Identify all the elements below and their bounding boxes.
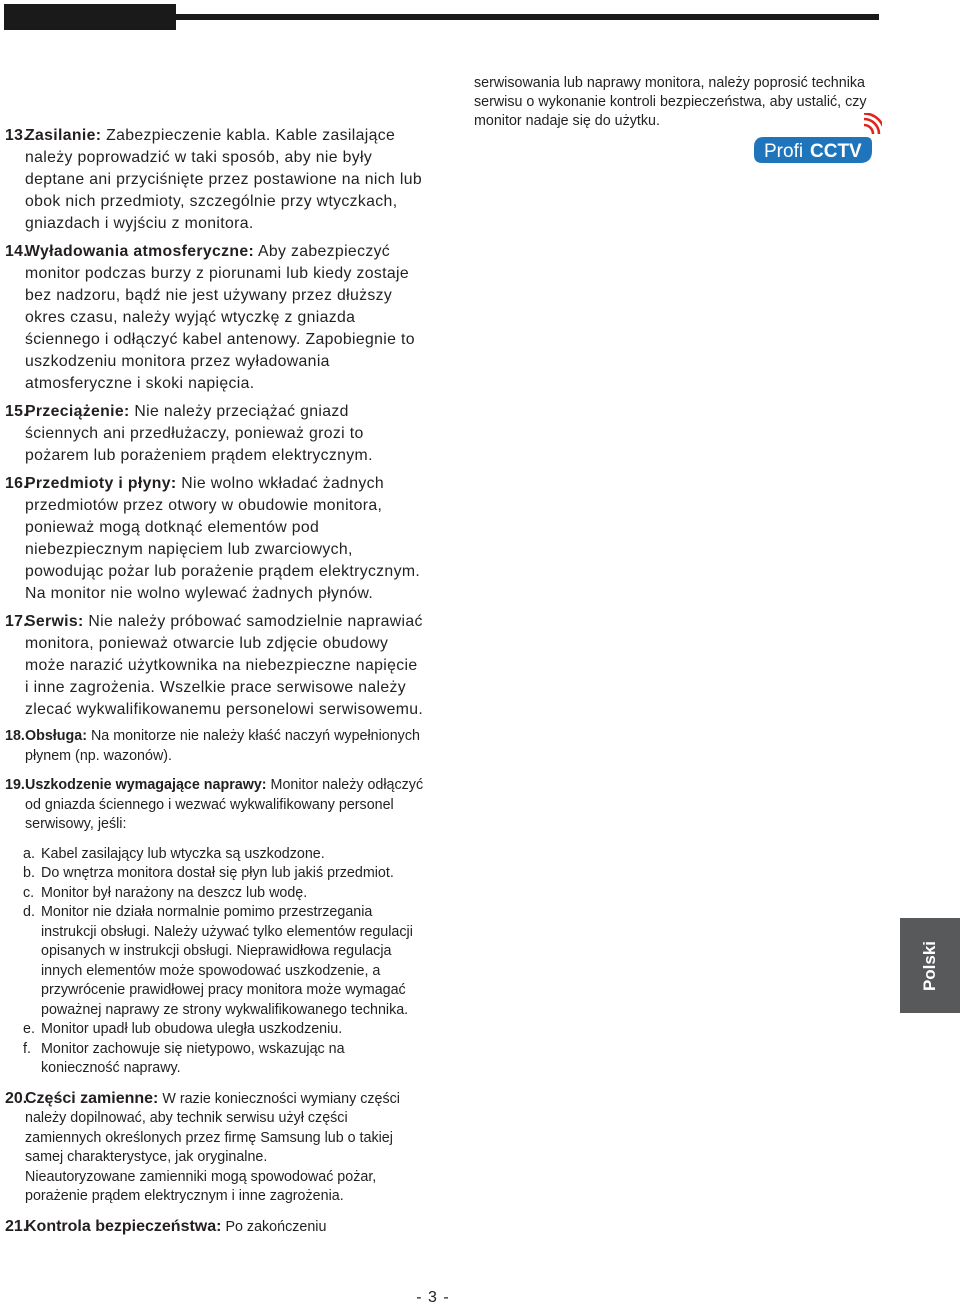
item-number: 21. bbox=[5, 1217, 28, 1235]
item-19 bbox=[5, 776, 425, 835]
item-number: 16. bbox=[5, 475, 29, 492]
item-warning: Nieautoryzowane zamienniki mogą spowodować pożar, porażenie prądem elektrycznym i inne zagrożenia. bbox=[25, 1168, 377, 1204]
proficctv-logo bbox=[752, 113, 882, 173]
item-number: 14. bbox=[5, 243, 29, 260]
item-14 bbox=[5, 241, 425, 395]
item-heading: Uszkodzenie wymagające naprawy: bbox=[25, 777, 267, 793]
item-15 bbox=[5, 401, 425, 467]
item-number: 13. bbox=[5, 127, 29, 144]
item-text: Zabezpieczenie kabla. Kable zasilające należy poprowadzić w taki sposób, aby nie były deptane ani przyciśnięte przez postawione na nich lub obok nich przedmioty, szczególnie przy wtyczkach, gniazdach i wyjściu z monitora. bbox=[25, 127, 423, 232]
logo-text-profi: Profi bbox=[764, 141, 804, 162]
item-number: 17. bbox=[5, 613, 29, 630]
item-20 bbox=[5, 1089, 425, 1207]
item-text: Na monitorze nie należy kłaść naczyń wypełnionych płynem (np. wazonów). bbox=[25, 728, 420, 764]
sub-letter: e. bbox=[23, 1021, 35, 1037]
sub-letter: c. bbox=[23, 884, 35, 901]
sub-letter: b. bbox=[23, 865, 35, 881]
sub-letter: a. bbox=[23, 845, 35, 862]
sub-text: Monitor upadł lub obudowa uległa uszkodzeniu. bbox=[41, 1021, 343, 1037]
sub-item bbox=[23, 1020, 425, 1040]
sub-item bbox=[23, 1040, 425, 1079]
item-heading: Obsługa: bbox=[25, 728, 87, 744]
item-text: Aby zabezpieczyć monitor podczas burzy z piorunami lub kiedy zostaje bez nadzoru, bądź nie jest używany przez dłuższy okres czasu, należy wyjąć wtyczkę z gniazda ściennego i odłączyć kabel antenowy. Zapobiegnie to uszkodzeniu monitora przez wyładowania atmosferyczne i skoki napięcia. bbox=[25, 243, 415, 392]
item-text: Nie należy próbować samodzielnie naprawiać monitora, ponieważ otwarcie lub zdjęcie obudowy może narazić użytkownika na niebezpieczne napięcie i inne zagrożenia. Wszelkie prace serwisowe należy zlecać wykwalifikowanemu personelowi serwisowemu. bbox=[25, 613, 424, 718]
sub-item bbox=[23, 884, 425, 904]
item-18 bbox=[5, 727, 425, 766]
item-heading: Części zamienne: bbox=[25, 1089, 159, 1107]
sub-text: Monitor nie działa normalnie pomimo przestrzegania instrukcji obsługi. Należy używać tylko elementów regulacji opisanych w instrukcji obsługi. Nieprawidłowa regulacja innych elementów może spowodować uszkodzenie, a przywrócenie prawidłowej pracy monitora może wymagać poważnej naprawy ze strony wykwalifikowanego technika. bbox=[41, 904, 413, 1018]
item-17 bbox=[5, 611, 425, 721]
header-bar-thick bbox=[4, 4, 176, 30]
sub-text: Do wnętrza monitora dostał się płyn lub jakiś przedmiot. bbox=[41, 865, 394, 881]
item-heading: Serwis: bbox=[25, 613, 84, 630]
item-number: 19. bbox=[5, 777, 25, 793]
right-column-text: serwisowania lub naprawy monitora, należy poprosić technika serwisu o wykonanie kontroli bezpieczeństwa, aby ustalić, czy monitor nadaje się do użytku. bbox=[474, 75, 867, 129]
page-number: - 3 - bbox=[416, 1289, 450, 1306]
wireless-waves-icon bbox=[864, 114, 882, 135]
sub-item bbox=[23, 845, 425, 865]
item-text: W razie konieczności wymiany części należy dopilnować, aby technik serwisu użył części zamiennych określonych przez firmę Samsung lub o takiej samej charakterystyce, jak oryginalne. bbox=[25, 1090, 400, 1165]
item-heading: Wyładowania atmosferyczne: bbox=[25, 243, 255, 260]
sub-text: Monitor był narażony na deszcz lub wodę. bbox=[41, 884, 308, 901]
sub-letter: d. bbox=[23, 904, 35, 920]
sub-list bbox=[5, 845, 425, 1079]
item-text: Nie wolno wkładać żadnych przedmiotów przez otwory w obudowie monitora, ponieważ mogą dotknąć elementów pod niebezpiecznym napięciem lub zwarciowych, powodując pożar lub porażenie prądem elektrycznym. Na monitor nie wolno wylewać żadnych płynów. bbox=[25, 475, 421, 602]
item-21 bbox=[5, 1217, 425, 1238]
left-column bbox=[5, 125, 425, 1247]
language-label: Polski bbox=[920, 940, 939, 991]
sub-item bbox=[23, 864, 425, 884]
item-heading: Przedmioty i płyny: bbox=[25, 475, 177, 492]
item-13 bbox=[5, 125, 425, 235]
item-heading: Zasilanie: bbox=[25, 127, 102, 144]
sub-text: Kabel zasilający lub wtyczka są uszkodzone. bbox=[41, 845, 325, 862]
sub-text: Monitor zachowuje się nietypowo, wskazując na konieczność naprawy. bbox=[41, 1040, 345, 1076]
sub-letter: f. bbox=[23, 1040, 31, 1057]
sub-item bbox=[23, 903, 425, 1020]
item-heading: Przeciążenie: bbox=[25, 403, 130, 420]
item-16 bbox=[5, 473, 425, 605]
item-number: 18. bbox=[5, 728, 25, 744]
header-bar-thin bbox=[176, 14, 879, 20]
item-heading: Kontrola bezpieczeństwa: bbox=[25, 1217, 222, 1235]
logo-text-cctv: CCTV bbox=[810, 141, 862, 162]
item-number: 15. bbox=[5, 403, 29, 420]
item-text: Po zakończeniu bbox=[221, 1218, 327, 1235]
item-text: Nie należy przeciążać gniazd ściennych ani przedłużaczy, ponieważ grozi to pożarem lub porażeniem prądem elektrycznym. bbox=[25, 403, 373, 464]
language-tab bbox=[900, 918, 960, 1013]
item-text: Monitor należy odłączyć od gniazda ściennego i wezwać wykwalifikowany personel serwisowy, jeśli: bbox=[25, 777, 424, 832]
item-number: 20. bbox=[5, 1089, 28, 1107]
